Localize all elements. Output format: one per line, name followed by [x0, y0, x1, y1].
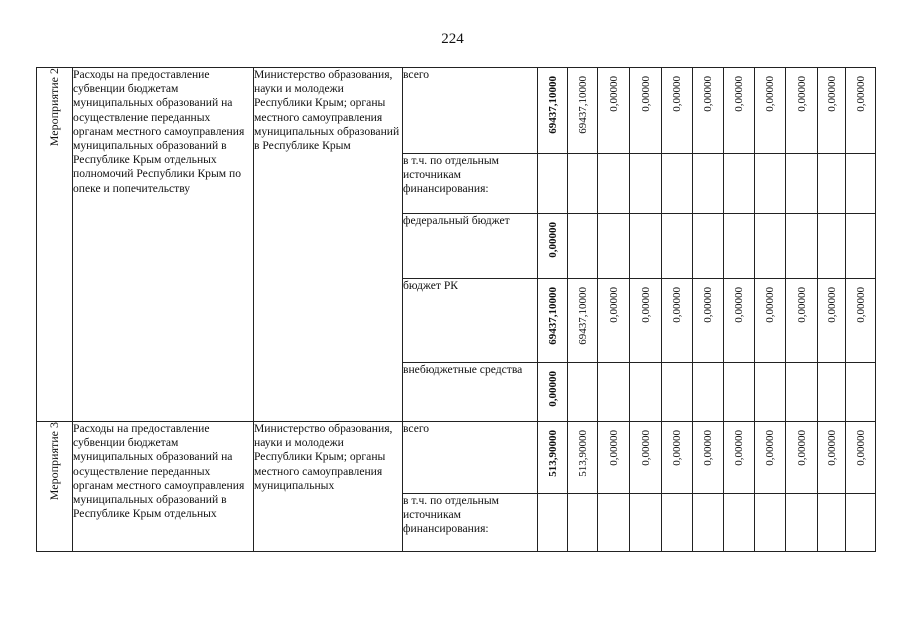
value-cell	[693, 363, 724, 422]
total-value: 513,90000	[546, 430, 559, 477]
value-cell	[598, 279, 630, 363]
value-cell	[818, 154, 846, 214]
value-cell	[598, 214, 630, 279]
value-cell	[630, 494, 662, 552]
value-cell	[662, 154, 693, 214]
value-cell	[662, 68, 693, 154]
year-value: 0,00000	[854, 287, 867, 323]
value-cell	[693, 279, 724, 363]
year-value: 0,00000	[825, 430, 838, 466]
year-value: 0,00000	[795, 430, 808, 466]
value-cell	[818, 422, 846, 494]
year-value: 0,00000	[764, 76, 776, 112]
value-cell	[846, 214, 876, 279]
year-value: 0,00000	[854, 430, 867, 466]
value-cell	[846, 422, 876, 494]
value-cell	[786, 422, 818, 494]
year-value: 0,00000	[733, 287, 745, 323]
table-row	[37, 68, 876, 154]
value-cell	[693, 68, 724, 154]
value-cell	[724, 422, 755, 494]
year-value: 0,00000	[854, 76, 867, 112]
year-value: 0,00000	[702, 287, 714, 323]
activity-description: Расходы на предоставление субвенции бюджетам муниципальных образований на осуществление переданных органам местного самоуправления муниципальных образований в Республике Крым отдельных полномочий Республики Крым по опеке и попечительству	[73, 68, 254, 422]
value-cell	[724, 279, 755, 363]
value-cell	[693, 422, 724, 494]
funding-source-label: внебюджетные средства	[403, 363, 538, 422]
value-cell	[846, 494, 876, 552]
value-cell	[724, 214, 755, 279]
value-cell	[786, 363, 818, 422]
value-cell	[630, 422, 662, 494]
value-cell	[662, 363, 693, 422]
value-cell	[598, 68, 630, 154]
activity-executor: Министерство образования, науки и молодежи Республики Крым; органы местного самоуправления муниципальных	[254, 422, 403, 552]
year-value: 0,00000	[733, 430, 745, 466]
value-cell	[568, 68, 598, 154]
funding-source-label: федеральный бюджет	[403, 214, 538, 279]
year-value: 0,00000	[671, 287, 683, 323]
value-cell	[846, 68, 876, 154]
year-value: 0,00000	[671, 430, 683, 466]
value-cell	[755, 214, 786, 279]
value-cell	[786, 279, 818, 363]
value-cell	[662, 422, 693, 494]
value-cell	[568, 279, 598, 363]
year-value: 0,00000	[607, 76, 620, 112]
value-cell	[693, 214, 724, 279]
funding-source-label: бюджет РК	[403, 279, 538, 363]
value-cell	[538, 279, 568, 363]
activity-description: Расходы на предоставление субвенции бюджетам муниципальных образований на осуществление переданных органам местного самоуправления муниципальных образований в Республике Крым отдельных	[73, 422, 254, 552]
year-value: 69437,10000	[576, 287, 589, 345]
value-cell	[598, 154, 630, 214]
year-value: 0,00000	[733, 76, 745, 112]
value-cell	[662, 494, 693, 552]
year-value: 0,00000	[825, 76, 838, 112]
value-cell	[538, 214, 568, 279]
year-value: 0,00000	[639, 287, 652, 323]
value-cell	[724, 154, 755, 214]
year-value: 0,00000	[764, 430, 776, 466]
year-value: 513,90000	[576, 430, 589, 477]
funding-source-label: всего	[403, 68, 538, 154]
funding-source-label: в т.ч. по отдельным источникам финансирования:	[403, 154, 538, 214]
year-value: 0,00000	[639, 430, 652, 466]
year-value: 0,00000	[795, 287, 808, 323]
value-cell	[630, 214, 662, 279]
value-cell	[818, 363, 846, 422]
value-cell	[568, 154, 598, 214]
year-value: 0,00000	[795, 76, 808, 112]
value-cell	[568, 422, 598, 494]
year-value: 0,00000	[607, 287, 620, 323]
value-cell	[786, 214, 818, 279]
value-cell	[724, 494, 755, 552]
value-cell	[693, 494, 724, 552]
activity-name: Мероприятие 3	[47, 422, 61, 501]
activity-name: Мероприятие 2	[47, 68, 61, 147]
value-cell	[818, 494, 846, 552]
value-cell	[846, 279, 876, 363]
value-cell	[818, 214, 846, 279]
value-cell	[662, 279, 693, 363]
total-value: 69437,10000	[546, 76, 559, 134]
value-cell	[538, 363, 568, 422]
year-value: 0,00000	[671, 76, 683, 112]
activity-name-cell	[37, 68, 73, 422]
table-row	[37, 422, 876, 494]
value-cell	[755, 422, 786, 494]
total-value: 0,00000	[546, 371, 559, 407]
value-cell	[630, 154, 662, 214]
value-cell	[786, 154, 818, 214]
year-value: 69437,10000	[576, 76, 589, 134]
value-cell	[786, 494, 818, 552]
value-cell	[538, 154, 568, 214]
value-cell	[598, 494, 630, 552]
value-cell	[538, 68, 568, 154]
value-cell	[724, 68, 755, 154]
value-cell	[630, 363, 662, 422]
value-cell	[755, 279, 786, 363]
value-cell	[755, 363, 786, 422]
activity-executor: Министерство образования, науки и молодежи Республики Крым; органы местного самоуправления муниципальных образований в Республике Крым	[254, 68, 403, 422]
value-cell	[598, 363, 630, 422]
budget-table	[36, 67, 876, 552]
value-cell	[818, 279, 846, 363]
page-number: 224	[441, 31, 464, 47]
value-cell	[755, 494, 786, 552]
value-cell	[538, 494, 568, 552]
total-value: 0,00000	[546, 222, 559, 258]
year-value: 0,00000	[825, 287, 838, 323]
funding-source-label: в т.ч. по отдельным источникам финансирования:	[403, 494, 538, 552]
total-value: 69437,10000	[546, 287, 559, 345]
value-cell	[538, 422, 568, 494]
value-cell	[846, 363, 876, 422]
value-cell	[568, 494, 598, 552]
value-cell	[598, 422, 630, 494]
year-value: 0,00000	[607, 430, 620, 466]
value-cell	[568, 363, 598, 422]
value-cell	[693, 154, 724, 214]
year-value: 0,00000	[639, 76, 652, 112]
value-cell	[755, 68, 786, 154]
value-cell	[568, 214, 598, 279]
value-cell	[786, 68, 818, 154]
value-cell	[724, 363, 755, 422]
value-cell	[662, 214, 693, 279]
value-cell	[846, 154, 876, 214]
year-value: 0,00000	[702, 76, 714, 112]
value-cell	[755, 154, 786, 214]
funding-source-label: всего	[403, 422, 538, 494]
value-cell	[630, 279, 662, 363]
value-cell	[630, 68, 662, 154]
year-value: 0,00000	[702, 430, 714, 466]
value-cell	[818, 68, 846, 154]
activity-name-cell	[37, 422, 73, 552]
year-value: 0,00000	[764, 287, 776, 323]
